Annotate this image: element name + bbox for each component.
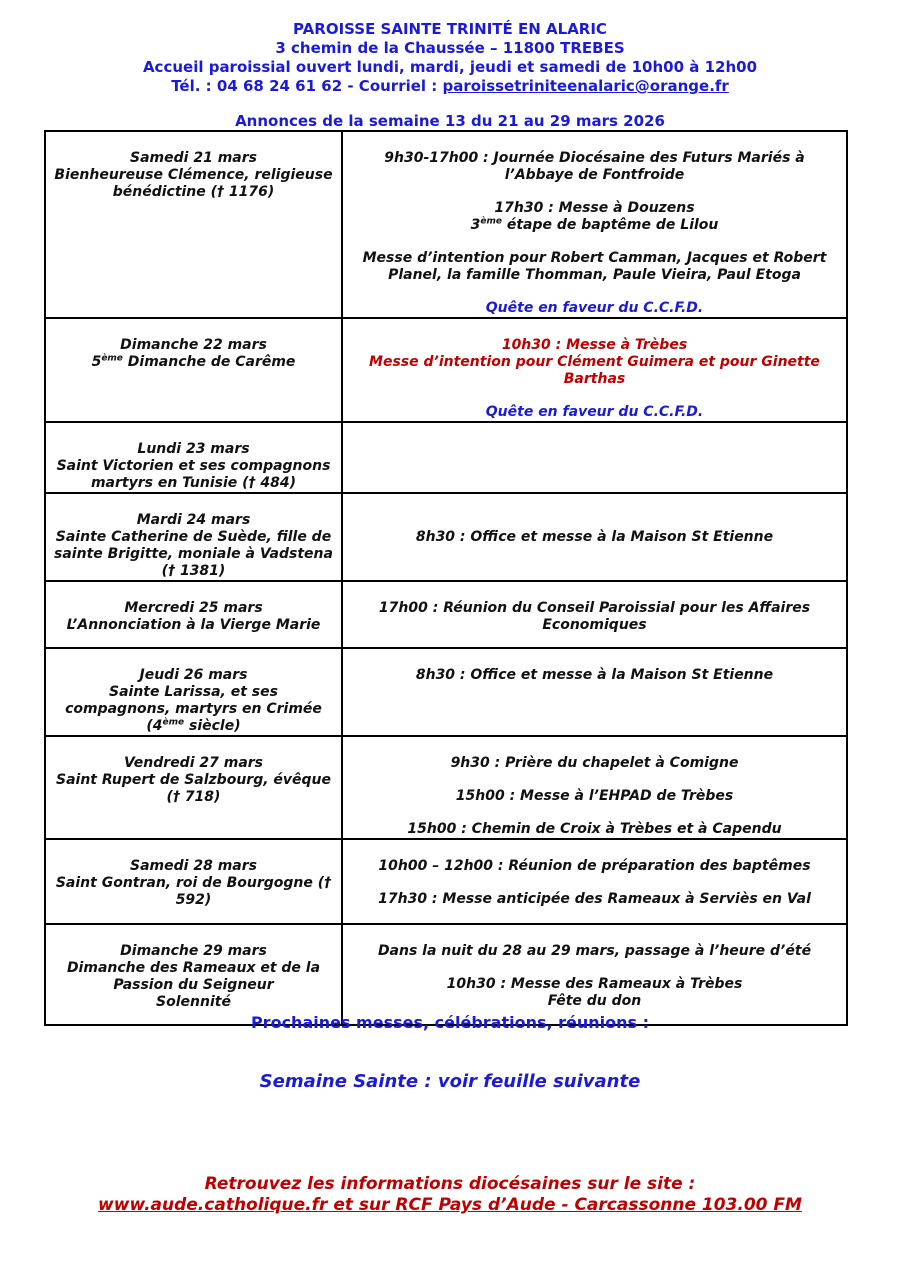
events-cell [342, 839, 847, 924]
event: 8h30 : Office et messe à la Maison St Etienne [415, 529, 774, 545]
day-row [45, 318, 847, 422]
day-saint: L’Annonciation à la Vierge Marie [66, 617, 321, 633]
day-row [45, 648, 847, 736]
day-saint: Saint Rupert de Salzbourg, évêque († 718) [55, 772, 332, 805]
event: 10h30 : Messe des Rameaux à Trèbes [446, 976, 743, 992]
event: 17h30 : Messe anticipée des Rameaux à Serviès en Val [378, 891, 811, 907]
day-cell [45, 131, 342, 318]
day-saint: Saint Victorien et ses compagnons martyrs en Tunisie († 484) [56, 458, 331, 491]
day-date: Vendredi 27 mars [123, 755, 264, 771]
day-saint: Sainte Larissa, et ses compagnons, martyrs en Crimée (4ème siècle) [65, 684, 322, 734]
day-row [45, 736, 847, 839]
day-saint: Dimanche des Rameaux et de la Passion du Seigneur [66, 960, 321, 993]
day-date: Jeudi 26 mars [139, 667, 248, 683]
day-cell [45, 422, 342, 493]
contact-line [0, 77, 900, 96]
week-title: Annonces de la semaine 13 du 21 au 29 mars 2026 [235, 112, 665, 130]
collection-note: Quête en faveur du C.C.F.D. [485, 300, 704, 316]
office-hours: Accueil paroissial ouvert lundi, mardi, jeudi et samedi de 10h00 à 12h00 [142, 58, 758, 76]
footer-line: Retrouvez les informations diocésaines sur le site : [204, 1174, 696, 1194]
day-date: Dimanche 29 mars [120, 943, 267, 959]
phone-label: Tél. : 04 68 24 61 62 - Courriel : [171, 77, 443, 95]
holy-week-note: Semaine Sainte : voir feuille suivante [259, 1071, 641, 1092]
day-cell [45, 924, 342, 1025]
day-row [45, 422, 847, 493]
events-cell [342, 581, 847, 648]
day-row [45, 131, 847, 318]
events-cell [342, 318, 847, 422]
event: 10h30 : Messe à Trèbes [501, 337, 688, 353]
day-date: Lundi 23 mars [137, 441, 250, 457]
event: Messe d’intention pour Clément Guimera et pour Ginette Barthas [369, 354, 820, 387]
event: Messe d’intention pour Robert Camman, Jacques et Robert Planel, la famille Thomman, Paule Vieira, Paul Etoga [362, 250, 827, 283]
day-cell [45, 493, 342, 581]
events-cell [342, 131, 847, 318]
event: 8h30 : Office et messe à la Maison St Etienne [415, 667, 774, 683]
day-cell [45, 736, 342, 839]
day-row [45, 493, 847, 581]
day-rank: Solennité [156, 994, 231, 1010]
day-row [45, 924, 847, 1025]
next-events-title: Prochaines messes, célébrations, réunions : [250, 1013, 650, 1032]
day-date: Samedi 28 mars [130, 858, 257, 874]
day-date: Samedi 21 mars [130, 150, 257, 166]
event: 17h00 : Réunion du Conseil Paroissial pour les Affaires Economiques [378, 600, 811, 633]
footer-website-link[interactable]: www.aude.catholique.fr et sur RCF Pays d’Aude - Carcassonne 103.00 FM [98, 1195, 802, 1215]
day-row [45, 839, 847, 924]
events-cell [342, 493, 847, 581]
schedule-table [44, 130, 848, 1026]
day-cell [45, 648, 342, 736]
day-saint: Sainte Catherine de Suède, fille de sainte Brigitte, moniale à Vadstena († 1381) [54, 529, 333, 579]
event: 9h30 : Prière du chapelet à Comigne [450, 755, 739, 771]
day-saint: Saint Gontran, roi de Bourgogne († 592) [55, 875, 332, 908]
parish-header [0, 20, 900, 96]
parish-name: PAROISSE SAINTE TRINITÉ EN ALARIC [293, 20, 607, 38]
event: 9h30-17h00 : Journée Diocésaine des Futurs Mariés à l’Abbaye de Fontfroide [384, 150, 805, 183]
day-date: Mercredi 25 mars [124, 600, 263, 616]
events-cell [342, 924, 847, 1025]
event: 10h00 – 12h00 : Réunion de préparation des baptêmes [378, 858, 811, 874]
event: 15h00 : Chemin de Croix à Trèbes et à Capendu [407, 821, 782, 837]
day-saint: 5ème Dimanche de Carême [91, 353, 296, 370]
collection-note: Quête en faveur du C.C.F.D. [485, 404, 704, 420]
event: Dans la nuit du 28 au 29 mars, passage à l’heure d’été [377, 943, 812, 959]
event: 3ème étape de baptême de Lilou [470, 216, 719, 233]
day-cell [45, 839, 342, 924]
event: Fête du don [547, 993, 642, 1009]
events-cell [342, 422, 847, 493]
day-date: Dimanche 22 mars [120, 337, 267, 353]
day-date: Mardi 24 mars [136, 512, 251, 528]
day-saint: Bienheureuse Clémence, religieuse bénédictine († 1176) [54, 167, 333, 200]
email-link[interactable]: paroissetriniteenalaric@orange.fr [442, 77, 729, 95]
day-row [45, 581, 847, 648]
day-cell [45, 581, 342, 648]
parish-address: 3 chemin de la Chaussée – 11800 TREBES [275, 39, 625, 57]
day-cell [45, 318, 342, 422]
events-cell [342, 648, 847, 736]
events-cell [342, 736, 847, 839]
footer [0, 1174, 900, 1216]
event: 15h00 : Messe à l’EHPAD de Trèbes [455, 788, 734, 804]
event: 17h30 : Messe à Douzens [494, 200, 695, 216]
